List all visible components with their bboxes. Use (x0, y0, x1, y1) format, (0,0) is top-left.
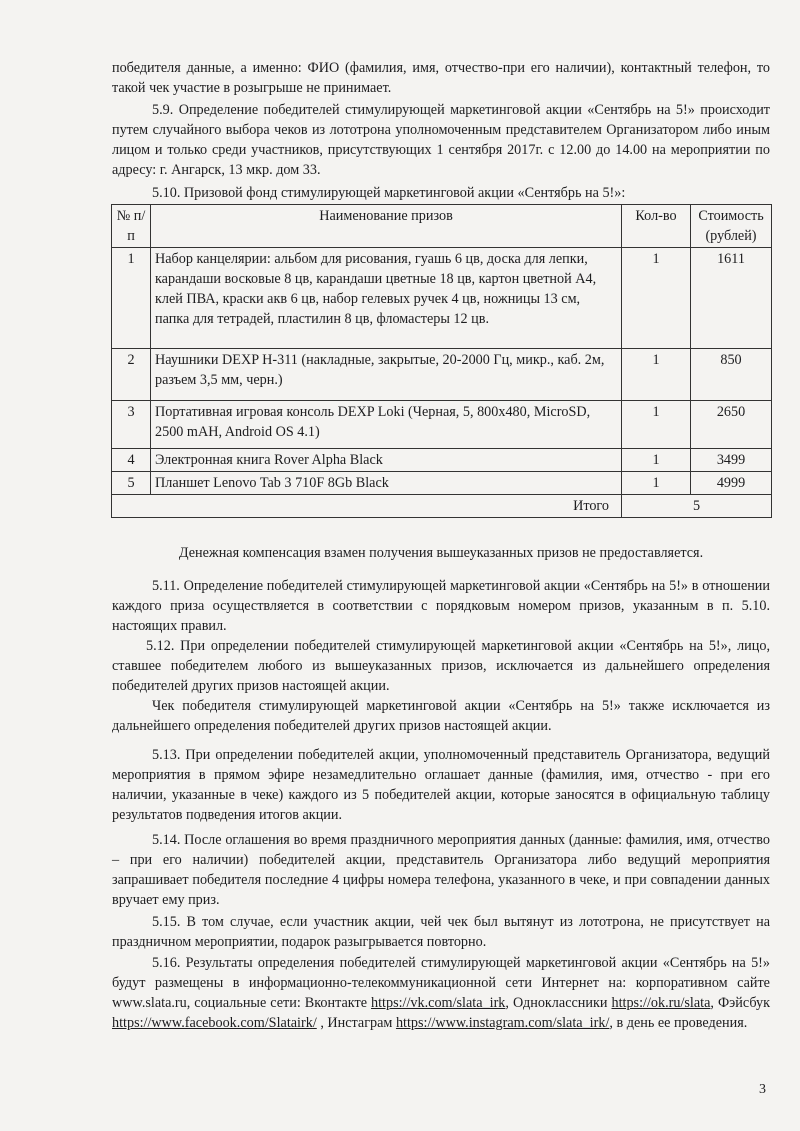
clause-5-15: 5.15. В том случае, если участник акции, чей чек был вытянут из лототрона, не присутствует на праздничном мероприятии, подарок разыгрывается повторно. (112, 914, 770, 950)
prize-table (111, 204, 772, 518)
clause-5-16 (112, 953, 770, 1033)
intro-paragraph: победителя данные, а именно: ФИО (фамилия, имя, отчество-при его наличии), контактный телефон, то такой чек участие в розыгрыше не принимает. (112, 60, 770, 96)
clause-5-16-text: , Инстаграм (316, 1015, 396, 1031)
row-cost: 2650 (691, 401, 772, 449)
instagram-link[interactable]: https://www.instagram.com/slata_irk/ (395, 1015, 610, 1031)
row-qty: 1 (622, 248, 691, 349)
row-qty: 1 (622, 401, 691, 449)
table-total-row (112, 495, 772, 518)
table-row (112, 472, 772, 495)
row-qty: 1 (622, 449, 691, 472)
row-num: 5 (112, 472, 151, 495)
clause-5-16-text: 5.16. Результаты определения победителей стимулирующей маркетинговой акции «Сентябрь на 5!» будут размещены в информационно-телекоммуникационной сети Интернет на: корпоративном сайте www.slata.ru, социальные сети: Вконтакте (112, 955, 770, 1011)
total-label: Итого (112, 495, 622, 518)
clause-5-10: 5.10. Призовой фонд стимулирующей маркетинговой акции «Сентябрь на 5!»: (152, 185, 626, 201)
clause-5-16-text: , в день ее проведения. (609, 1015, 748, 1031)
table-row (112, 449, 772, 472)
row-num: 4 (112, 449, 151, 472)
table-row (112, 248, 772, 349)
clause-5-16-text: , Фэйсбук (710, 995, 770, 1011)
table-row (112, 349, 772, 401)
header-qty: Кол-во (622, 205, 691, 248)
clause-5-16-text: , Одноклассники (505, 995, 612, 1011)
row-cost: 1611 (691, 248, 772, 349)
row-cost: 3499 (691, 449, 772, 472)
ok-link[interactable]: https://ok.ru/slata (611, 995, 711, 1011)
header-num: № п/п (112, 205, 151, 248)
row-name: Портативная игровая консоль DEXP Loki (Черная, 5, 800х480, MicroSD, 2500 mAH, Android OS 4.1) (151, 401, 622, 449)
clause-5-13: 5.13. При определении победителей акции, уполномоченный представитель Организатора, ведущий мероприятия в прямом эфире незамедлительно оглашает данные (фамилия, имя, отчество - при его наличии, указанные в чеке) каждого из 5 победителей акции, которые заносятся в официальную таблицу результатов подведения итогов акции. (112, 747, 770, 823)
row-cost: 4999 (691, 472, 772, 495)
total-value: 5 (622, 495, 772, 518)
header-name: Наименование призов (151, 205, 622, 248)
row-qty: 1 (622, 472, 691, 495)
row-num: 3 (112, 401, 151, 449)
clause-5-12-continued: Чек победителя стимулирующей маркетинговой акции «Сентябрь на 5!» также исключается из дальнейшего определения победителей других призов настоящей акции. (112, 698, 770, 734)
facebook-link[interactable]: https://www.facebook.com/Slatairk/ (112, 1015, 317, 1031)
row-cost: 850 (691, 349, 772, 401)
compensation-note: Денежная компенсация взамен получения вышеуказанных призов не предоставляется. (178, 545, 704, 561)
clause-5-11: 5.11. Определение победителей стимулирующей маркетинговой акции «Сентябрь на 5!» в отношении каждого приза осуществляется в соответствии с порядковым номером призов, указанным в п. 5.10. настоящих правил. (112, 578, 770, 634)
row-name: Набор канцелярии: альбом для рисования, гуашь 6 цв, доска для лепки, карандаши восковые 8 цв, карандаши цветные 18 цв, картон цветной А4, клей ПВА, краски акв 6 цв, набор гелевых ручек 4 цв, ножницы 13 см, папка для тетрадей, пластилин 8 цв, фломастеры 12 цв. (151, 248, 622, 349)
row-name: Электронная книга Rover Alpha Black (151, 449, 622, 472)
clause-5-14: 5.14. После оглашения во время праздничного мероприятия данных (данные: фамилия, имя, отчество – при его наличии) победителей акции, представитель Организатора либо ведущий мероприятия запрашивает победителя последние 4 цифры номера телефона, указанного в чеке, и при совпадении данных вручает ему приз. (112, 832, 770, 908)
row-name: Планшет Lenovo Tab 3 710F 8Gb Black (151, 472, 622, 495)
table-header-row (112, 205, 772, 248)
row-num: 1 (112, 248, 151, 349)
clause-5-12: 5.12. При определении победителей стимулирующей маркетинговой акции «Сентябрь на 5!», лицо, ставшее победителем любого из вышеуказанных призов, исключается из дальнейшего определения победителей других призов настоящей акции. (112, 638, 770, 694)
row-qty: 1 (622, 349, 691, 401)
vk-link[interactable]: https://vk.com/slata_irk (371, 995, 506, 1011)
row-name: Наушники DEXP H-311 (накладные, закрытые, 20-2000 Гц, микр., каб. 2м, разъем 3,5 мм, черн.) (151, 349, 622, 401)
table-row (112, 401, 772, 449)
clause-5-9: 5.9. Определение победителей стимулирующей маркетинговой акции «Сентябрь на 5!» происходит путем случайного выбора чеков из лототрона уполномоченным представителем Организатором либо иным лицом и только среди участников, присутствующих 1 сентября 2017г. с 12.00 до 14.00 на мероприятии по адресу: г. Ангарск, 13 мкр. дом 33. (112, 102, 770, 178)
header-cost: Стоимость (рублей) (691, 205, 772, 248)
row-num: 2 (112, 349, 151, 401)
page-number: 3 (759, 1082, 766, 1097)
